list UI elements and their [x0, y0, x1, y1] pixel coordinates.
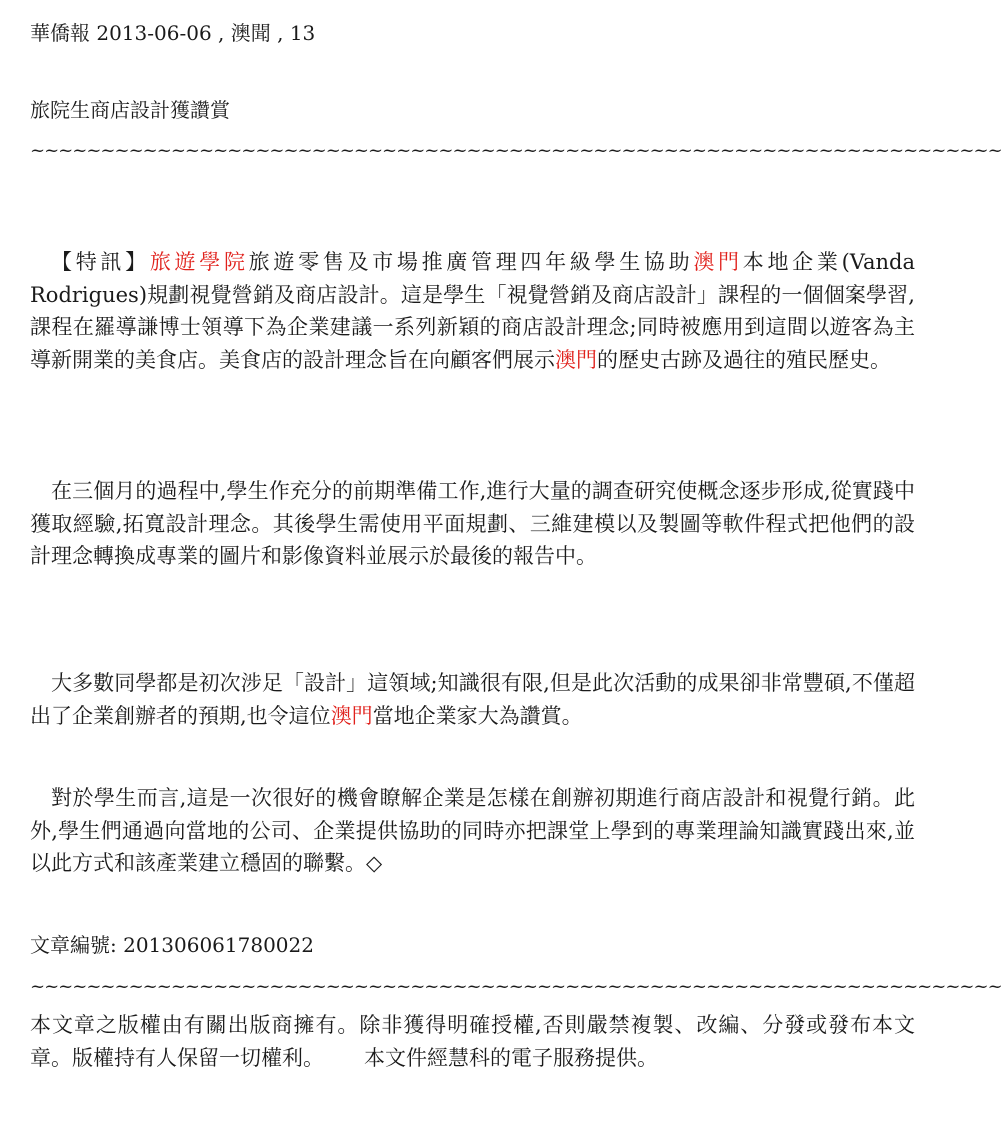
highlight-keyword: 澳門 — [555, 347, 597, 372]
paragraph-text: 大多數同學都是初次涉足「設計」這領域;知識很有限,但是此次活動的成果卻非常豐碩,不僅超出了企業創辦者的預期,也令這位 — [30, 671, 915, 728]
provider-text: 本文件經慧科的電子服務提供。 — [364, 1046, 658, 1070]
separator-top: ~~~~~~~~~~~~~~~~~~~~~~~~~~~~~~~~~~~~~~~~~~~~~~~~~~~~~~~~~~~~~~~~~~~~~ — [30, 140, 1002, 161]
paragraph-text: 旅遊零售及市場推廣管理四年級學生協助 — [248, 250, 694, 274]
paragraph-text: 的歷史古跡及過往的殖民歷史。 — [597, 347, 891, 372]
article-title: 旅院生商店設計獲讚賞 — [30, 98, 230, 122]
source-line: 華僑報 2013-06-06 , 澳聞 , 13 — [30, 21, 316, 45]
paragraph-text: 當地企業家大為讚賞。 — [372, 703, 583, 728]
lead-tag: 【特訊】 — [51, 250, 150, 274]
highlight-keyword: 旅遊學院 — [149, 250, 249, 274]
separator-bottom: ~~~~~~~~~~~~~~~~~~~~~~~~~~~~~~~~~~~~~~~~~~~~~~~~~~~~~~~~~~~~~~~~~~~~~ — [30, 976, 1002, 997]
paragraph-2: 在三個月的過程中,學生作充分的前期準備工作,進行大量的調查研究使概念逐步形成,從實踐中獲取經驗,拓寬設計理念。其後學生需使用平面規劃、三維建模以及製圖等軟件程式把他們的設計理念轉換成專業的圖片和影像資料並展示於最後的報告中。 — [30, 479, 915, 568]
paragraph-1 — [30, 246, 915, 376]
paragraph-4: 對於學生而言,這是一次很好的機會瞭解企業是怎樣在創辦初期進行商店設計和視覺行銷。此外,學生們通過向當地的公司、企業提供協助的同時亦把課堂上學到的專業理論知識實踐出來,並以此方式和該產業建立穩固的聯繫。◇ — [30, 786, 915, 875]
paragraph-3 — [30, 667, 915, 732]
paragraph-text: 本地企業(Vanda Rodrigues)規劃視覺營銷及商店設計。這是學生「視覺營銷及商店設計」課程的一個個案學習,課程在羅導謙博士領導下為企業建議一系列新穎的商店設計理念;同時被應用到這間以遊客為主導新開業的美食店。美食店的設計理念旨在向顧客們展示 — [30, 250, 916, 372]
article-number: 文章編號: 201306061780022 — [30, 933, 314, 957]
highlight-keyword: 澳門 — [330, 703, 373, 728]
highlight-keyword: 澳門 — [693, 250, 743, 274]
copyright-notice — [30, 1009, 915, 1075]
copyright-text: 本文章之版權由有關出版商擁有。除非獲得明確授權,否則嚴禁複製、改編、分發或發布本文章。版權持有人保留一切權利。 — [30, 1013, 915, 1070]
